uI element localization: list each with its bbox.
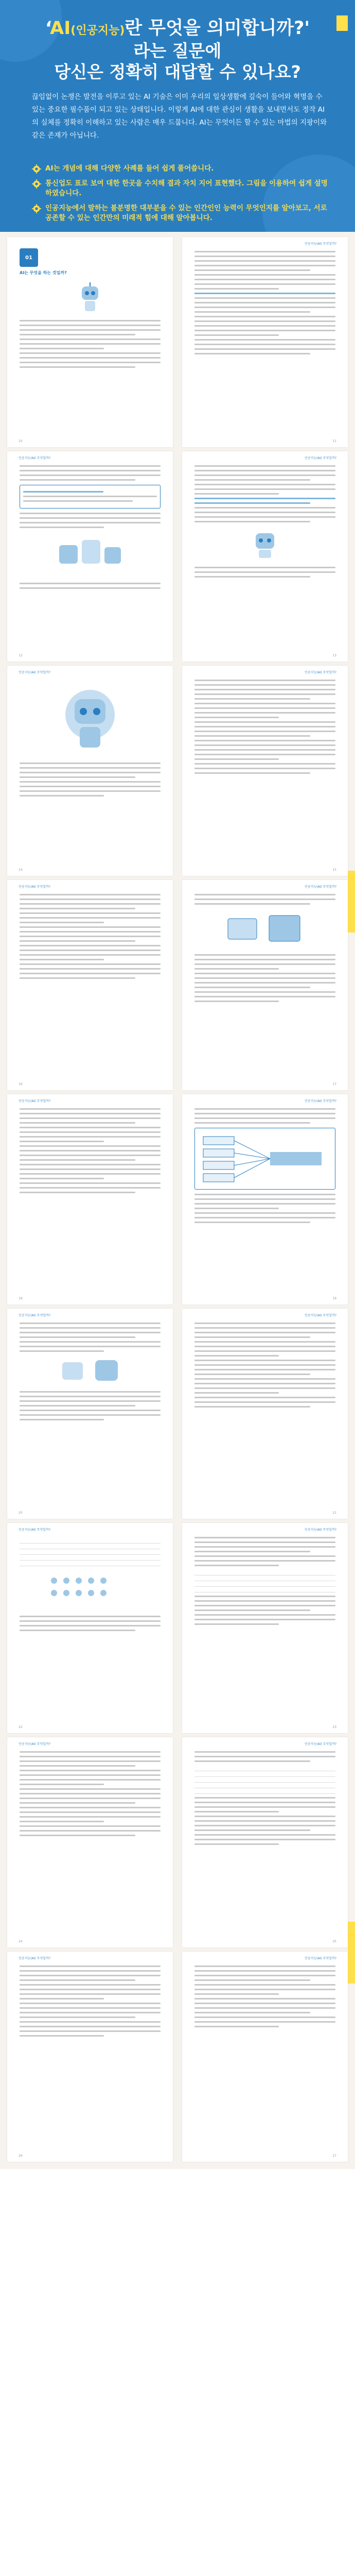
book-preview <box>0 232 355 2169</box>
running-header: 인공지능(AI) 무엇일까? <box>304 885 336 889</box>
book-spread <box>7 1952 348 2162</box>
accent-bar <box>336 15 348 31</box>
page-number: 18 <box>19 1297 23 1300</box>
book-page-left <box>7 1952 173 2162</box>
running-header: 인공지능(AI) 무엇일까? <box>304 1314 336 1317</box>
robot-icon <box>75 281 105 314</box>
mini-table <box>20 1537 161 1566</box>
page-number: 13 <box>332 654 336 657</box>
book-page-right <box>182 451 348 662</box>
gear-icon <box>32 179 41 189</box>
book-page-left <box>7 237 173 447</box>
book-page-right <box>182 1952 348 2162</box>
running-header: 인공지능(AI) 무엇일까? <box>19 456 51 460</box>
book-page-right <box>182 880 348 1090</box>
hero-intro: 끊임없이 논쟁은 발전을 이루고 있는 AI 기술은 이미 우리의 일상생활에 깊숙이 들어와 혁명을 수 있는 중요한 필수품이 되고 있는 상태입니다. 이렇게 AI에 대한 관심이 생활을 보내면서도 정작 AI의 실체를 정확히 이해하고 있는 사람은 매우 드뭅니다. AI는 무엇이든 할 수 있는 마법의 지팡이와 같은 존재가 아닙니다. <box>32 93 327 140</box>
running-header: 인공지능(AI) 무엇일까? <box>304 1742 336 1746</box>
hero-title <box>26 18 329 82</box>
book-page-right <box>182 666 348 876</box>
hero-title-line2: 라는 질문에 <box>133 40 222 61</box>
running-header: 인공지능(AI) 무엇일까? <box>19 1957 51 1960</box>
gear-icon <box>32 164 41 174</box>
flow-diagram-box <box>194 1128 335 1190</box>
book-page-left <box>7 1094 173 1304</box>
mini-table <box>194 1569 335 1592</box>
hero-bullet-text: AI는 개념에 대해 다양한 사례를 들어 쉽게 풀어씁니다. <box>45 164 214 173</box>
running-header: 인공지능(AI) 무엇일까? <box>19 1528 51 1532</box>
book-spread <box>7 1094 348 1304</box>
robot-small-illustration <box>20 1356 161 1387</box>
book-page-left <box>7 880 173 1090</box>
page-number: 23 <box>332 1725 336 1729</box>
robot-illustration <box>194 527 335 563</box>
hero-bullet-text: 통신업도 표로 보여 대한 한곳을 수치해 결과 자치 지어 표현했다. 그림을 이용하여 쉽게 설명하였습니다. <box>45 179 328 197</box>
page-number: 25 <box>332 1940 336 1943</box>
page-number: 16 <box>19 1082 23 1086</box>
hero-bullet <box>32 179 331 198</box>
book-page-right <box>182 1737 348 1947</box>
page-number: 19 <box>332 1297 336 1300</box>
book-page-left <box>7 1523 173 1733</box>
page-number: 12 <box>19 654 23 657</box>
robots-illustration <box>20 532 161 579</box>
running-header: 인공지능(AI) 무엇일까? <box>304 456 336 460</box>
running-header: 인공지능(AI) 무엇일까? <box>304 1528 336 1532</box>
book-spread <box>7 1523 348 1733</box>
page-number: 17 <box>332 1082 336 1086</box>
hero-bullet <box>32 204 331 223</box>
book-spread <box>7 1737 348 1947</box>
robot-icon <box>244 529 286 560</box>
side-accent <box>348 871 355 933</box>
running-header: 인공지능(AI) 무엇일까? <box>304 1099 336 1103</box>
hero-title-line3: 당신은 정확히 대답할 수 있나요? <box>54 62 301 82</box>
book-spread <box>7 451 348 662</box>
running-header: 인공지능(AI) 무엇일까? <box>19 671 51 674</box>
title-highlight-ai: AI <box>50 18 71 39</box>
devices-illustration <box>194 909 335 950</box>
gear-icon <box>32 204 41 213</box>
running-header: 인공지능(AI) 무엇일까? <box>304 671 336 674</box>
page-number: 27 <box>332 2154 336 2158</box>
flow-diagram <box>198 1131 332 1186</box>
hero-title-line1: ‘AI(인공지능)란 무엇을 의미합니까?' <box>45 18 310 39</box>
running-header: 인공지능(AI) 무엇일까? <box>19 1742 51 1746</box>
title-rest: 란 무엇을 의미합니까?' <box>125 18 310 39</box>
running-header: 인공지능(AI) 무엇일까? <box>19 1314 51 1317</box>
page-number: 22 <box>19 1725 23 1729</box>
book-page-right <box>182 237 348 447</box>
title-highlight-paren: (인공지능) <box>70 24 125 37</box>
running-header: 인공지능(AI) 무엇일까? <box>304 242 336 246</box>
robot-icon <box>51 684 129 756</box>
book-spread <box>7 237 348 447</box>
callout-box <box>20 485 161 509</box>
hero-bullet <box>32 164 331 174</box>
page-number: 11 <box>332 439 336 443</box>
page-number: 14 <box>19 868 23 872</box>
side-accent <box>348 1922 355 1984</box>
book-page-left <box>7 1737 173 1947</box>
book-page-left <box>7 666 173 876</box>
book-page-right <box>182 1094 348 1304</box>
page-number: 20 <box>19 1511 23 1515</box>
chapter-badge: 01 <box>20 248 38 267</box>
book-page-left <box>7 1309 173 1519</box>
grid-icon <box>44 1572 136 1609</box>
hero-bullets <box>32 164 331 228</box>
hero-bullet-text: 인공지능에서 말하는 불분명한 대부분을 수 있는 인간인인 능력이 무엇인지를 알아보고, 서로 공존할 수 있는 인간만의 미래적 힘에 대해 알아봅니다. <box>45 204 327 222</box>
book-spread <box>7 1309 348 1519</box>
chapter-title: AI는 무엇을 하는 것일까? <box>20 270 67 275</box>
book-page-right <box>182 1309 348 1519</box>
running-header: 인공지능(AI) 무엇일까? <box>304 1957 336 1960</box>
page-number: 26 <box>19 2154 23 2158</box>
page-number: 24 <box>19 1940 23 1943</box>
running-header: 인공지능(AI) 무엇일까? <box>19 1099 51 1103</box>
book-page-left <box>7 451 173 662</box>
book-spread <box>7 666 348 876</box>
book-spread <box>7 880 348 1090</box>
robot-icon <box>59 1357 121 1386</box>
page-number: 15 <box>332 868 336 872</box>
page-number: 10 <box>19 439 23 443</box>
running-header: 인공지능(AI) 무엇일까? <box>19 885 51 889</box>
book-page-right <box>182 1523 348 1733</box>
robots-icon <box>54 535 126 576</box>
page-number: 21 <box>332 1511 336 1515</box>
hero-banner <box>0 0 355 232</box>
devices-icon <box>224 911 306 947</box>
robot-illustration <box>20 280 161 316</box>
big-robot-illustration <box>20 681 161 758</box>
dots-illustration <box>20 1570 161 1612</box>
mini-table <box>194 1765 335 1794</box>
